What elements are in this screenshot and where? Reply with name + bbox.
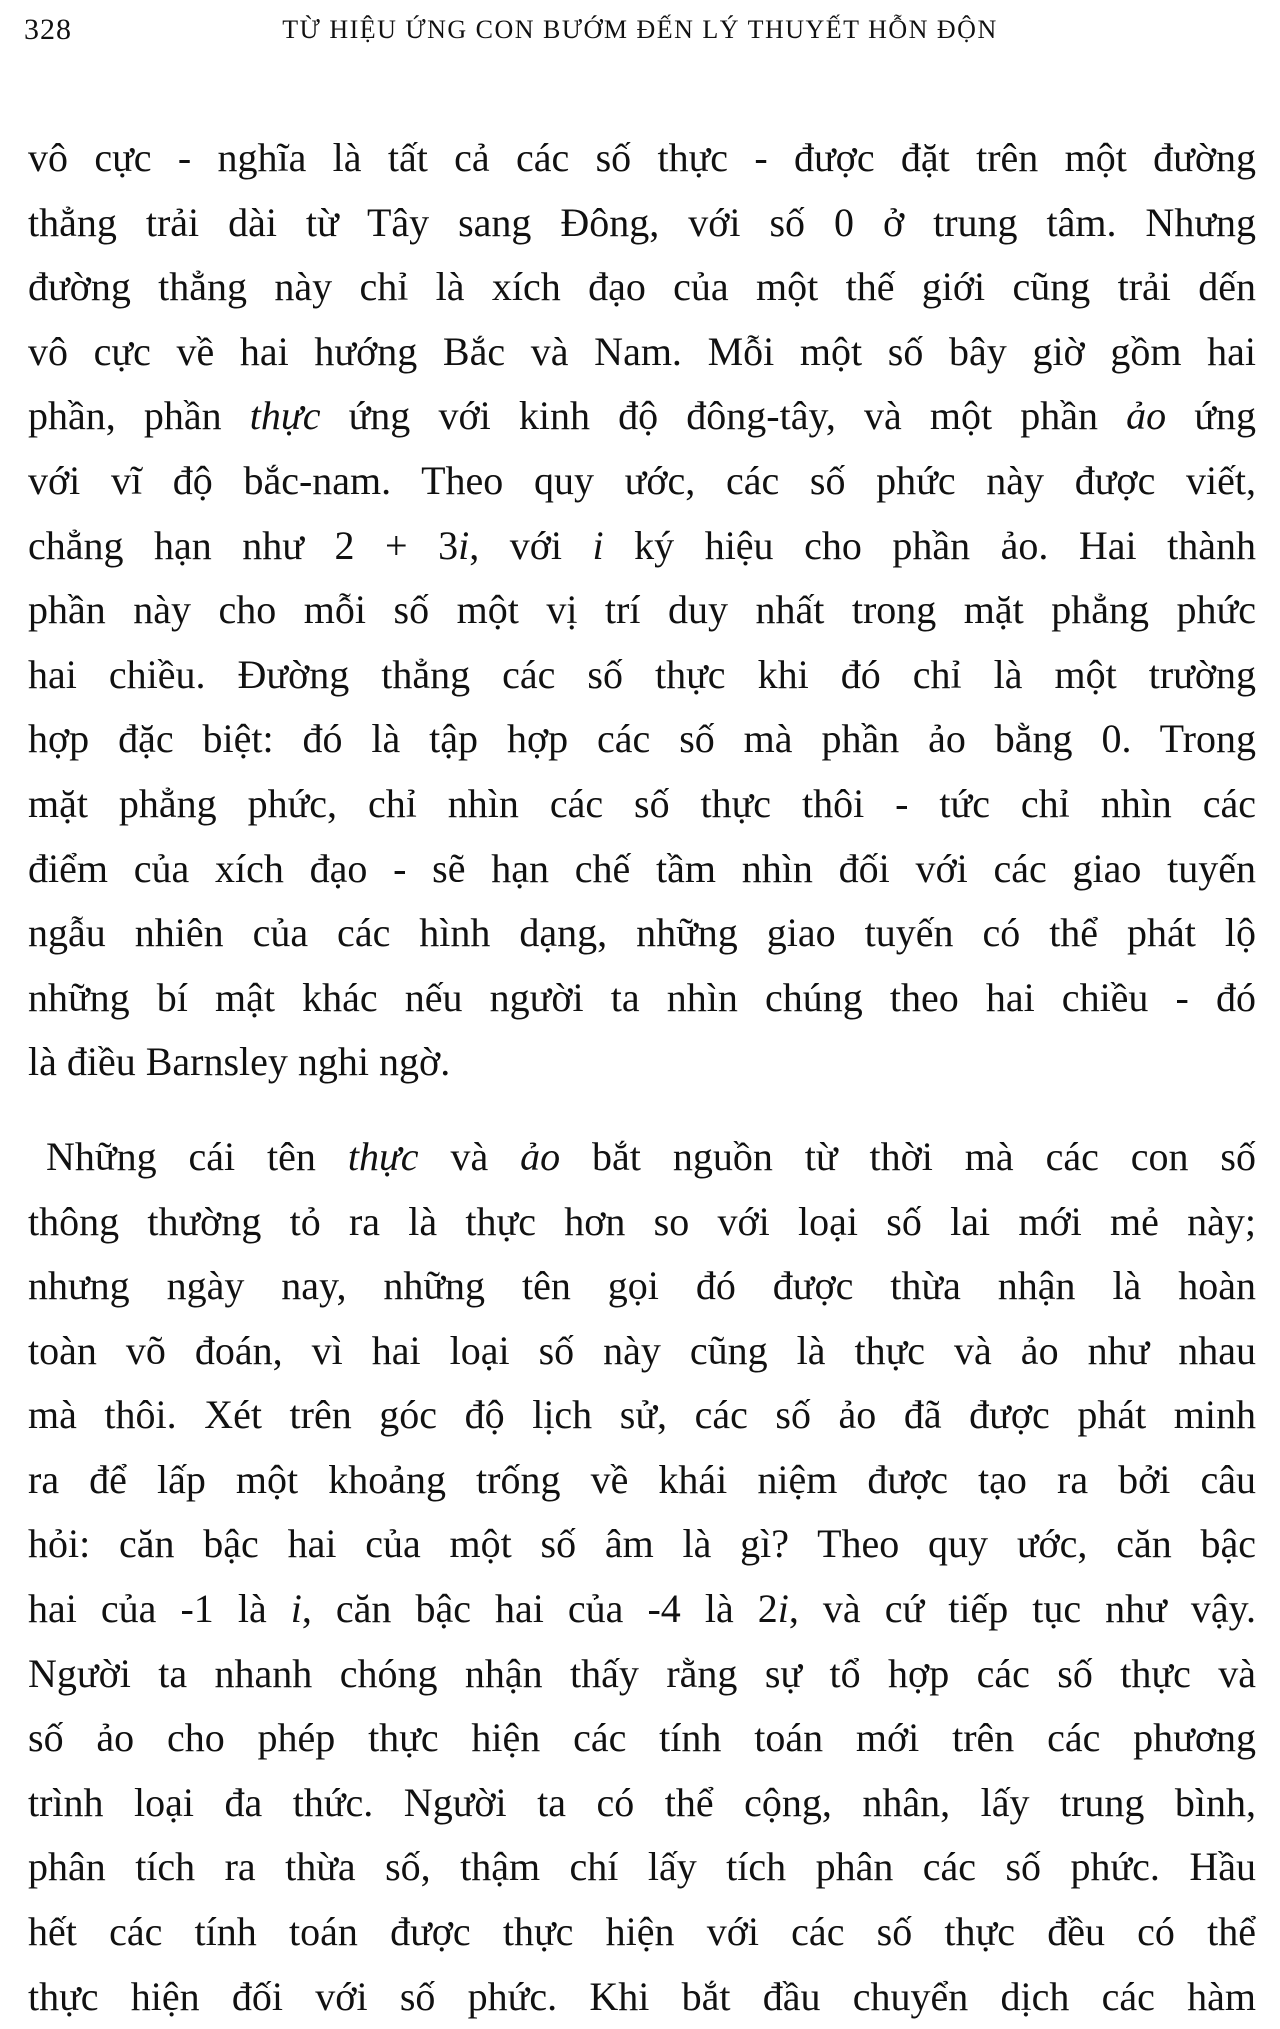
text-line: ra để lấp một khoảng trống về khái niệm được tạo ra bởi câu: [28, 1456, 1256, 1502]
text-line: đường thẳng này chỉ là xích đạo của một thế giới cũng trải dến: [28, 264, 1256, 310]
text-line: hai chiều. Đường thẳng các số thực khi đó chỉ là một trường: [28, 651, 1256, 697]
text-line: mà thôi. Xét trên góc độ lịch sử, các số ảo đã được phát minh: [28, 1392, 1256, 1438]
text-line: vô cực về hai hướng Bắc và Nam. Mỗi một số bây giờ gồm hai: [28, 328, 1256, 374]
text-line: vô cực - nghĩa là tất cả các số thực - được đặt trên một đường: [28, 135, 1256, 180]
italic-term: i: [458, 522, 470, 568]
paragraph: [28, 126, 1256, 1095]
italic-term: i: [592, 522, 604, 568]
text-line: thông thường tỏ ra là thực hơn so với loại số lai mới mẻ này;: [28, 1198, 1256, 1244]
text-line: thực hiện đối với số phức. Khi bắt đầu chuyển dịch các hàm: [28, 1973, 1256, 2019]
italic-term: i: [290, 1586, 302, 1632]
text-line: phân tích ra thừa số, thậm chí lấy tích phân các số phức. Hầu: [28, 1844, 1256, 1890]
text-line: mặt phẳng phức, chỉ nhìn các số thực thôi - tức chỉ nhìn các: [28, 780, 1256, 826]
page-number: 328: [24, 13, 72, 46]
running-head: [24, 10, 1256, 50]
text-line: với vĩ độ bắc-nam. Theo quy ước, các số phức này được viết,: [28, 457, 1256, 503]
text-line: Những cái tên thực và ảo bắt nguồn từ thời mà các con số: [46, 1133, 1256, 1179]
text-line: những bí mật khác nếu người ta nhìn chúng theo hai chiều - đó: [28, 974, 1256, 1020]
text-line: Người ta nhanh chóng nhận thấy rằng sự tổ hợp các số thực và: [28, 1650, 1256, 1696]
body-text: [28, 126, 1256, 2029]
italic-term: i: [777, 1586, 789, 1632]
italic-term: ảo: [520, 1133, 561, 1179]
text-line: phần này cho mỗi số một vị trí duy nhất trong mặt phẳng phức: [28, 587, 1256, 633]
italic-term: thực: [347, 1133, 419, 1179]
paragraph: [28, 1125, 1256, 2029]
italic-term: ảo: [1126, 393, 1167, 439]
text-line: thẳng trải dài từ Tây sang Đông, với số 0 ở trung tâm. Nhưng: [28, 199, 1256, 245]
text-line: ngẫu nhiên của các hình dạng, những giao tuyến có thể phát lộ: [28, 910, 1256, 956]
text-line: hợp đặc biệt: đó là tập hợp các số mà phần ảo bằng 0. Trong: [28, 716, 1256, 762]
text-line: hết các tính toán được thực hiện với các số thực đều có thể: [28, 1909, 1256, 1955]
text-line: trình loại đa thức. Người ta có thể cộng, nhân, lấy trung bình,: [28, 1779, 1256, 1825]
italic-term: thực: [249, 393, 321, 439]
text-line: toàn võ đoán, vì hai loại số này cũng là thực và ảo như nhau: [28, 1327, 1256, 1373]
text-line: hỏi: căn bậc hai của một số âm là gì? Theo quy ước, căn bậc: [28, 1521, 1256, 1567]
text-line: nhưng ngày nay, những tên gọi đó được thừa nhận là hoàn: [28, 1263, 1256, 1309]
text-line: là điều Barnsley nghi ngờ.: [28, 1039, 451, 1085]
text-line: phần, phần thực ứng với kinh độ đông-tây, và một phần ảo ứng: [28, 393, 1256, 439]
text-line: chẳng hạn như 2 + 3i, với i ký hiệu cho phần ảo. Hai thành: [28, 522, 1256, 568]
text-line: điểm của xích đạo - sẽ hạn chế tầm nhìn đối với các giao tuyến: [28, 845, 1256, 891]
running-title: TỪ HIỆU ỨNG CON BƯỚM ĐẾN LÝ THUYẾT HỖN ĐỘN: [282, 15, 998, 44]
text-line: số ảo cho phép thực hiện các tính toán mới trên các phương: [28, 1715, 1256, 1761]
text-line: hai của -1 là i, căn bậc hai của -4 là 2i, và cứ tiếp tục như vậy.: [28, 1586, 1256, 1632]
